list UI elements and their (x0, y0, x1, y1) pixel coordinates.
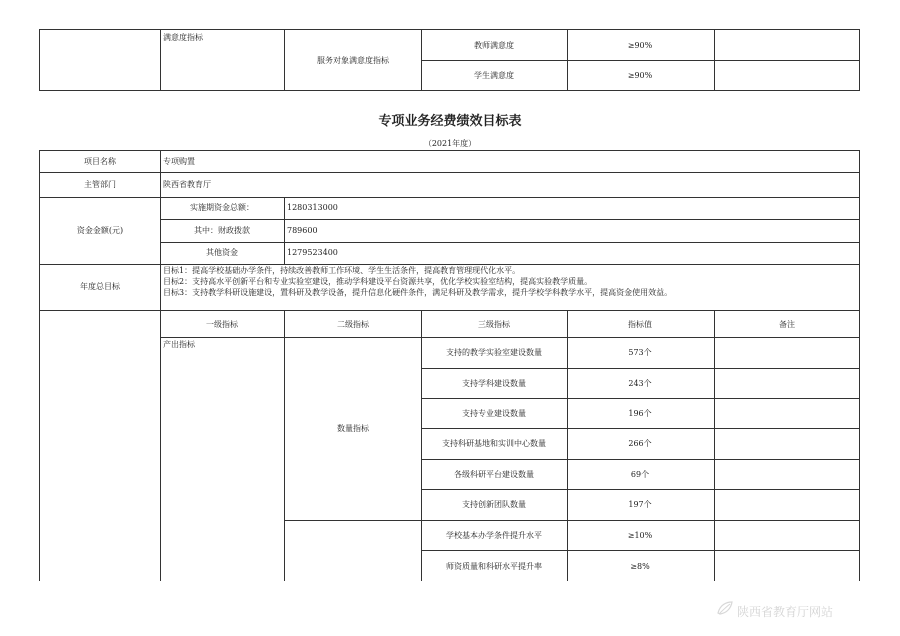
project-name-value: 专项购置 (163, 157, 195, 166)
row-5-value: 69个 (630, 470, 650, 479)
ind-col-line-3 (421, 310, 422, 581)
ind-row-line-6 (284, 520, 860, 521)
row-1-indicator: 支持的教学实验室建设数量 (446, 348, 542, 357)
row-8-value: ≥8% (630, 562, 650, 571)
annual-goal-3: 目标3：支持教学科研设施建设，置科研及教学设备，提升信息化硬件条件，满足科研及教学需求，提升学校学科教学水平，提高资金使用效益。 (163, 288, 673, 297)
info-table-frame (39, 150, 860, 581)
header-level2: 二级指标 (337, 320, 369, 329)
page-subtitle: （2021年度） (423, 139, 477, 148)
row-7-indicator: 学校基本办学条件提升水平 (446, 531, 542, 540)
ind-row-line-2 (421, 398, 860, 399)
ind-row-line-3 (421, 428, 860, 429)
info-row-line-3 (160, 219, 860, 220)
header-remark: 备注 (779, 320, 795, 329)
project-name-label: 项目名称 (84, 157, 116, 166)
row-2-value: 243个 (628, 379, 652, 388)
row-7-value: ≥10% (627, 531, 653, 540)
info-row-line-2 (39, 197, 860, 198)
row-6-indicator: 支持创新团队数量 (462, 500, 526, 509)
ind-col-line-5 (714, 310, 715, 581)
header-value: 指标值 (628, 320, 652, 329)
info-row-line-5 (39, 264, 860, 265)
level2-quantity-label: 数量指标 (337, 424, 369, 433)
ind-header-line (160, 337, 860, 338)
dept-value: 陕西省教育厅 (163, 180, 211, 189)
funds-label: 资金金额(元) (76, 226, 124, 235)
info-col-line-label (160, 150, 161, 310)
prev-level2-label: 服务对象满意度指标 (317, 56, 389, 65)
info-row-line-4 (160, 242, 860, 243)
ind-col-line-2 (284, 310, 285, 581)
total-funds-value: 1280313000 (287, 203, 338, 212)
prev-col-divider-1 (160, 29, 161, 91)
other-funds-value: 1279523400 (287, 248, 338, 257)
annual-goal-2: 目标2：支持高水平创新平台和专业实验室建设，推动学科建设平台资源共享，优化学校实验室结构，提高实验教学质量。 (163, 277, 593, 286)
prev-row2-indicator: 学生满意度 (474, 71, 514, 80)
ind-col-line-4 (567, 310, 568, 581)
fiscal-funds-label: 其中：财政拨款 (194, 226, 250, 235)
annual-goal-1: 目标1：提高学校基础办学条件，持续改善教师工作环境、学生生活条件，提高教育管理现代化水平。 (163, 266, 521, 275)
page-title: 专项业务经费绩效目标表 (378, 114, 522, 129)
row-4-value: 266个 (628, 439, 652, 448)
row-1-value: 573个 (628, 348, 652, 357)
prev-level1-label: 满意度指标 (163, 33, 203, 42)
row-5-indicator: 各级科研平台建设数量 (454, 470, 534, 479)
info-row-line-6 (39, 310, 860, 311)
row-8-indicator: 师资质量和科研水平提升率 (446, 562, 542, 571)
annual-goal-label: 年度总目标 (80, 282, 120, 291)
prev-row2-value: ≥90% (627, 71, 653, 80)
header-level1: 一级指标 (206, 320, 238, 329)
header-level3: 三级指标 (478, 320, 510, 329)
row-3-value: 196个 (628, 409, 652, 418)
prev-row-divider (421, 60, 860, 61)
row-2-indicator: 支持学科建设数量 (462, 379, 526, 388)
other-funds-label: 其他资金 (206, 248, 238, 257)
level1-output-label: 产出指标 (163, 340, 195, 349)
ind-col-line-1 (160, 310, 161, 581)
ind-row-line-4 (421, 459, 860, 460)
prev-col-divider-2 (284, 29, 285, 91)
leaf-logo-icon (716, 599, 734, 617)
total-funds-label: 实施期资金总额： (190, 203, 254, 212)
fiscal-funds-value: 789600 (287, 226, 318, 235)
ind-row-line-7 (421, 550, 860, 551)
row-4-indicator: 支持科研基地和实训中心数量 (442, 439, 546, 448)
dept-label: 主管部门 (84, 180, 116, 189)
info-row-line-1 (39, 172, 860, 173)
prev-row1-value: ≥90% (627, 41, 653, 50)
row-3-indicator: 支持专业建设数量 (462, 409, 526, 418)
ind-row-line-5 (421, 489, 860, 490)
ind-row-line-1 (421, 368, 860, 369)
prev-row1-indicator: 教师满意度 (474, 41, 514, 50)
row-6-value: 197个 (628, 500, 652, 509)
info-col-line-funds (284, 197, 285, 264)
watermark-text: 陕西省教育厅网站 (737, 605, 834, 619)
